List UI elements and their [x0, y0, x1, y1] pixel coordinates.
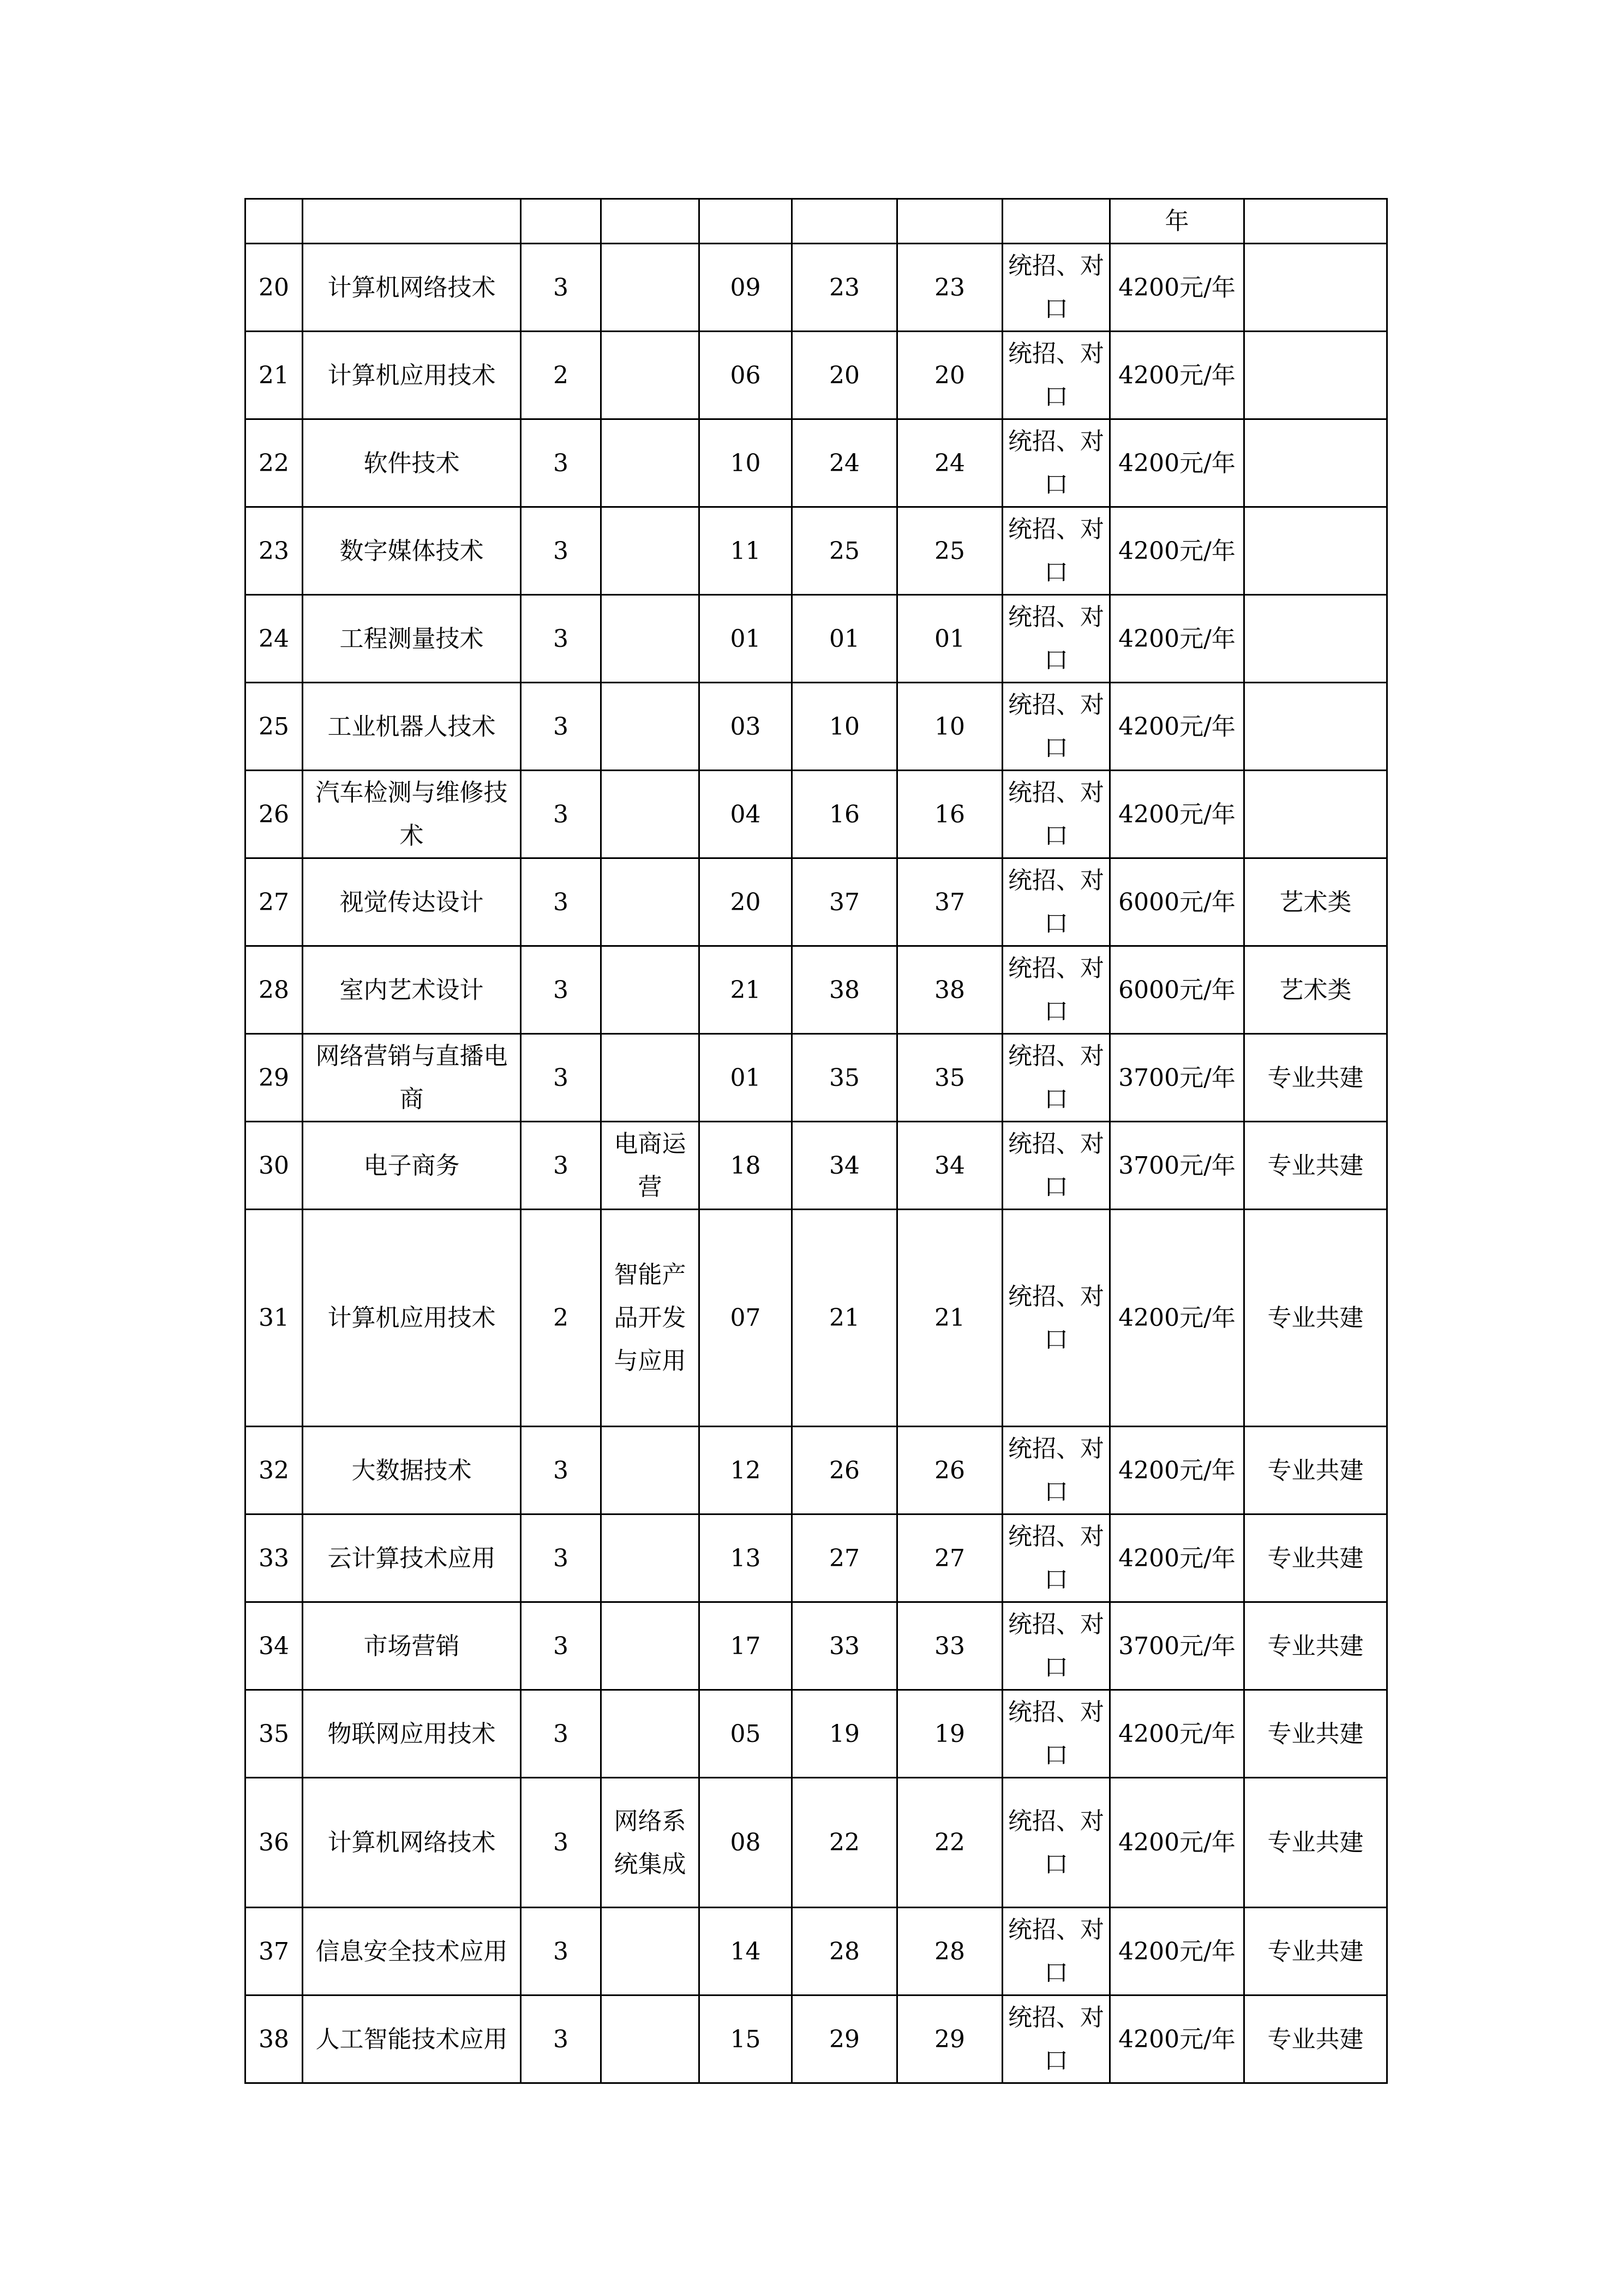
cell-code2: 22 [792, 1778, 897, 1908]
cell-note: 专业共建 [1244, 1996, 1387, 2083]
table-row [245, 1908, 1387, 1996]
cell-note: 专业共建 [1244, 1908, 1387, 1996]
cell-code2: 37 [792, 858, 897, 946]
cell-major: 计算机网络技术 [303, 244, 521, 332]
cell-direction: 智能产品开发与应用 [601, 1210, 699, 1427]
enrollment-plan-table [244, 198, 1388, 2084]
cell-code2: 16 [792, 771, 897, 858]
cell-years: 3 [521, 683, 601, 771]
cell-code3: 20 [897, 332, 1003, 419]
cell-direction [601, 1602, 699, 1690]
cell-code3: 10 [897, 683, 1003, 771]
cell-no: 37 [245, 1908, 303, 1996]
table-row [245, 1034, 1387, 1122]
table-row [245, 1690, 1387, 1778]
cell-direction [601, 1034, 699, 1122]
cell-fee: 4200元/年 [1110, 1514, 1244, 1602]
cell-code2: 34 [792, 1122, 897, 1210]
cell-mode: 统招、对口 [1003, 858, 1110, 946]
cell-years: 3 [521, 595, 601, 683]
cell-code3: 21 [897, 1210, 1003, 1427]
cell-code2: 33 [792, 1602, 897, 1690]
cell-years: 3 [521, 244, 601, 332]
table-row [245, 244, 1387, 332]
cell-fee: 4200元/年 [1110, 1778, 1244, 1908]
cell-fee: 4200元/年 [1110, 507, 1244, 595]
cell-direction [601, 332, 699, 419]
cell-mode: 统招、对口 [1003, 1602, 1110, 1690]
cell-code2: 24 [792, 419, 897, 507]
cell-code2: 25 [792, 507, 897, 595]
cell-years: 2 [521, 1210, 601, 1427]
cell-direction [601, 683, 699, 771]
cell-note [1244, 683, 1387, 771]
cell-major: 市场营销 [303, 1602, 521, 1690]
cell-years: 3 [521, 1690, 601, 1778]
table-row [245, 419, 1387, 507]
cell-no: 31 [245, 1210, 303, 1427]
cell-major: 人工智能技术应用 [303, 1996, 521, 2083]
cell-mode: 统招、对口 [1003, 1122, 1110, 1210]
table-row [245, 332, 1387, 419]
cell-mode: 统招、对口 [1003, 1427, 1110, 1514]
cell-note: 艺术类 [1244, 946, 1387, 1034]
cell-code1: 07 [699, 1210, 792, 1427]
cell-direction [601, 507, 699, 595]
cell-no: 21 [245, 332, 303, 419]
cell-years: 2 [521, 332, 601, 419]
cell-direction: 电商运营 [601, 1122, 699, 1210]
cell-major [303, 199, 521, 244]
cell-code1: 20 [699, 858, 792, 946]
cell-major: 大数据技术 [303, 1427, 521, 1514]
cell-years: 3 [521, 946, 601, 1034]
cell-no: 38 [245, 1996, 303, 2083]
cell-code2: 26 [792, 1427, 897, 1514]
cell-fee: 3700元/年 [1110, 1602, 1244, 1690]
cell-code1: 12 [699, 1427, 792, 1514]
cell-code2: 38 [792, 946, 897, 1034]
cell-direction [601, 199, 699, 244]
cell-direction [601, 1514, 699, 1602]
cell-code3: 16 [897, 771, 1003, 858]
cell-code2: 23 [792, 244, 897, 332]
cell-mode: 统招、对口 [1003, 1690, 1110, 1778]
cell-note [1244, 332, 1387, 419]
cell-note: 专业共建 [1244, 1602, 1387, 1690]
cell-code3: 19 [897, 1690, 1003, 1778]
cell-major: 汽车检测与维修技术 [303, 771, 521, 858]
cell-code1: 08 [699, 1778, 792, 1908]
cell-years: 3 [521, 1778, 601, 1908]
cell-major: 数字媒体技术 [303, 507, 521, 595]
cell-years: 3 [521, 507, 601, 595]
cell-no: 32 [245, 1427, 303, 1514]
cell-mode: 统招、对口 [1003, 1034, 1110, 1122]
cell-major: 电子商务 [303, 1122, 521, 1210]
cell-code3: 24 [897, 419, 1003, 507]
cell-no [245, 199, 303, 244]
cell-code1: 05 [699, 1690, 792, 1778]
cell-major: 工业机器人技术 [303, 683, 521, 771]
cell-code3: 23 [897, 244, 1003, 332]
table-row [245, 507, 1387, 595]
cell-code3: 29 [897, 1996, 1003, 2083]
cell-years: 3 [521, 1908, 601, 1996]
cell-code1: 09 [699, 244, 792, 332]
cell-code2: 21 [792, 1210, 897, 1427]
cell-code2: 35 [792, 1034, 897, 1122]
cell-code1: 03 [699, 683, 792, 771]
cell-fee: 6000元/年 [1110, 946, 1244, 1034]
cell-code3: 34 [897, 1122, 1003, 1210]
table-row [245, 1996, 1387, 2083]
cell-direction [601, 1908, 699, 1996]
cell-code2: 19 [792, 1690, 897, 1778]
cell-years: 3 [521, 771, 601, 858]
cell-mode: 统招、对口 [1003, 332, 1110, 419]
cell-years: 3 [521, 1122, 601, 1210]
cell-major: 信息安全技术应用 [303, 1908, 521, 1996]
cell-code1: 10 [699, 419, 792, 507]
table-row-continued [245, 199, 1387, 244]
cell-direction [601, 244, 699, 332]
cell-mode: 统招、对口 [1003, 771, 1110, 858]
cell-major: 云计算技术应用 [303, 1514, 521, 1602]
cell-note: 专业共建 [1244, 1210, 1387, 1427]
cell-note [1244, 244, 1387, 332]
cell-fee: 年 [1110, 199, 1244, 244]
cell-code1: 01 [699, 595, 792, 683]
cell-fee: 4200元/年 [1110, 244, 1244, 332]
cell-code3: 27 [897, 1514, 1003, 1602]
cell-fee: 3700元/年 [1110, 1122, 1244, 1210]
cell-code3: 35 [897, 1034, 1003, 1122]
cell-code2: 10 [792, 683, 897, 771]
cell-note [1244, 199, 1387, 244]
cell-direction [601, 1996, 699, 2083]
cell-major: 网络营销与直播电商 [303, 1034, 521, 1122]
cell-no: 24 [245, 595, 303, 683]
cell-fee: 4200元/年 [1110, 332, 1244, 419]
cell-direction: 网络系统集成 [601, 1778, 699, 1908]
cell-mode: 统招、对口 [1003, 1996, 1110, 2083]
cell-mode: 统招、对口 [1003, 507, 1110, 595]
cell-years: 3 [521, 1514, 601, 1602]
cell-note: 专业共建 [1244, 1122, 1387, 1210]
cell-code3: 33 [897, 1602, 1003, 1690]
cell-direction [601, 946, 699, 1034]
cell-major: 计算机网络技术 [303, 1778, 521, 1908]
cell-major: 计算机应用技术 [303, 332, 521, 419]
cell-fee: 4200元/年 [1110, 1690, 1244, 1778]
cell-fee: 4200元/年 [1110, 595, 1244, 683]
cell-code3 [897, 199, 1003, 244]
cell-note [1244, 771, 1387, 858]
cell-code3: 01 [897, 595, 1003, 683]
cell-code3: 22 [897, 1778, 1003, 1908]
cell-fee: 4200元/年 [1110, 683, 1244, 771]
cell-years: 3 [521, 1427, 601, 1514]
cell-no: 34 [245, 1602, 303, 1690]
cell-fee: 4200元/年 [1110, 1996, 1244, 2083]
cell-note: 专业共建 [1244, 1690, 1387, 1778]
cell-note [1244, 507, 1387, 595]
cell-years: 3 [521, 1602, 601, 1690]
cell-major: 工程测量技术 [303, 595, 521, 683]
table-row [245, 1514, 1387, 1602]
cell-mode [1003, 199, 1110, 244]
cell-no: 28 [245, 946, 303, 1034]
cell-years: 3 [521, 419, 601, 507]
cell-mode: 统招、对口 [1003, 1210, 1110, 1427]
cell-direction [601, 858, 699, 946]
table-row [245, 595, 1387, 683]
cell-code1: 17 [699, 1602, 792, 1690]
cell-code2: 01 [792, 595, 897, 683]
cell-major: 室内艺术设计 [303, 946, 521, 1034]
table-row [245, 683, 1387, 771]
cell-fee: 4200元/年 [1110, 1908, 1244, 1996]
cell-code1: 11 [699, 507, 792, 595]
cell-code1: 21 [699, 946, 792, 1034]
cell-direction [601, 771, 699, 858]
cell-mode: 统招、对口 [1003, 946, 1110, 1034]
cell-code3: 38 [897, 946, 1003, 1034]
cell-code3: 26 [897, 1427, 1003, 1514]
cell-note: 艺术类 [1244, 858, 1387, 946]
cell-direction [601, 595, 699, 683]
cell-no: 26 [245, 771, 303, 858]
cell-code1 [699, 199, 792, 244]
cell-code1: 04 [699, 771, 792, 858]
cell-note: 专业共建 [1244, 1514, 1387, 1602]
cell-code3: 28 [897, 1908, 1003, 1996]
cell-years: 3 [521, 1034, 601, 1122]
table-row [245, 1122, 1387, 1210]
table-body [245, 199, 1387, 2083]
cell-fee: 6000元/年 [1110, 858, 1244, 946]
cell-mode: 统招、对口 [1003, 1778, 1110, 1908]
cell-years: 3 [521, 1996, 601, 2083]
cell-code2: 27 [792, 1514, 897, 1602]
cell-mode: 统招、对口 [1003, 595, 1110, 683]
cell-no: 29 [245, 1034, 303, 1122]
cell-code2: 20 [792, 332, 897, 419]
table-row [245, 946, 1387, 1034]
cell-code2 [792, 199, 897, 244]
cell-code3: 25 [897, 507, 1003, 595]
cell-no: 20 [245, 244, 303, 332]
cell-major: 物联网应用技术 [303, 1690, 521, 1778]
cell-direction [601, 1690, 699, 1778]
cell-mode: 统招、对口 [1003, 419, 1110, 507]
cell-fee: 3700元/年 [1110, 1034, 1244, 1122]
cell-note: 专业共建 [1244, 1778, 1387, 1908]
cell-code1: 18 [699, 1122, 792, 1210]
cell-years: 3 [521, 858, 601, 946]
cell-direction [601, 1427, 699, 1514]
cell-code1: 14 [699, 1908, 792, 1996]
cell-fee: 4200元/年 [1110, 771, 1244, 858]
cell-mode: 统招、对口 [1003, 244, 1110, 332]
cell-major: 视觉传达设计 [303, 858, 521, 946]
cell-years [521, 199, 601, 244]
cell-direction [601, 419, 699, 507]
cell-note: 专业共建 [1244, 1427, 1387, 1514]
cell-fee: 4200元/年 [1110, 1210, 1244, 1427]
cell-fee: 4200元/年 [1110, 419, 1244, 507]
cell-no: 22 [245, 419, 303, 507]
cell-major: 计算机应用技术 [303, 1210, 521, 1427]
cell-no: 35 [245, 1690, 303, 1778]
table-row [245, 771, 1387, 858]
cell-no: 27 [245, 858, 303, 946]
cell-code3: 37 [897, 858, 1003, 946]
table-row [245, 858, 1387, 946]
cell-no: 30 [245, 1122, 303, 1210]
table-row [245, 1210, 1387, 1427]
cell-code1: 01 [699, 1034, 792, 1122]
cell-mode: 统招、对口 [1003, 683, 1110, 771]
cell-code1: 06 [699, 332, 792, 419]
cell-no: 23 [245, 507, 303, 595]
cell-no: 36 [245, 1778, 303, 1908]
table-row [245, 1778, 1387, 1908]
cell-fee: 4200元/年 [1110, 1427, 1244, 1514]
cell-mode: 统招、对口 [1003, 1514, 1110, 1602]
cell-code2: 29 [792, 1996, 897, 2083]
cell-code1: 13 [699, 1514, 792, 1602]
cell-no: 33 [245, 1514, 303, 1602]
table-row [245, 1602, 1387, 1690]
cell-no: 25 [245, 683, 303, 771]
cell-code2: 28 [792, 1908, 897, 1996]
cell-mode: 统招、对口 [1003, 1908, 1110, 1996]
cell-code1: 15 [699, 1996, 792, 2083]
cell-note [1244, 419, 1387, 507]
cell-note: 专业共建 [1244, 1034, 1387, 1122]
cell-major: 软件技术 [303, 419, 521, 507]
table-row [245, 1427, 1387, 1514]
cell-note [1244, 595, 1387, 683]
